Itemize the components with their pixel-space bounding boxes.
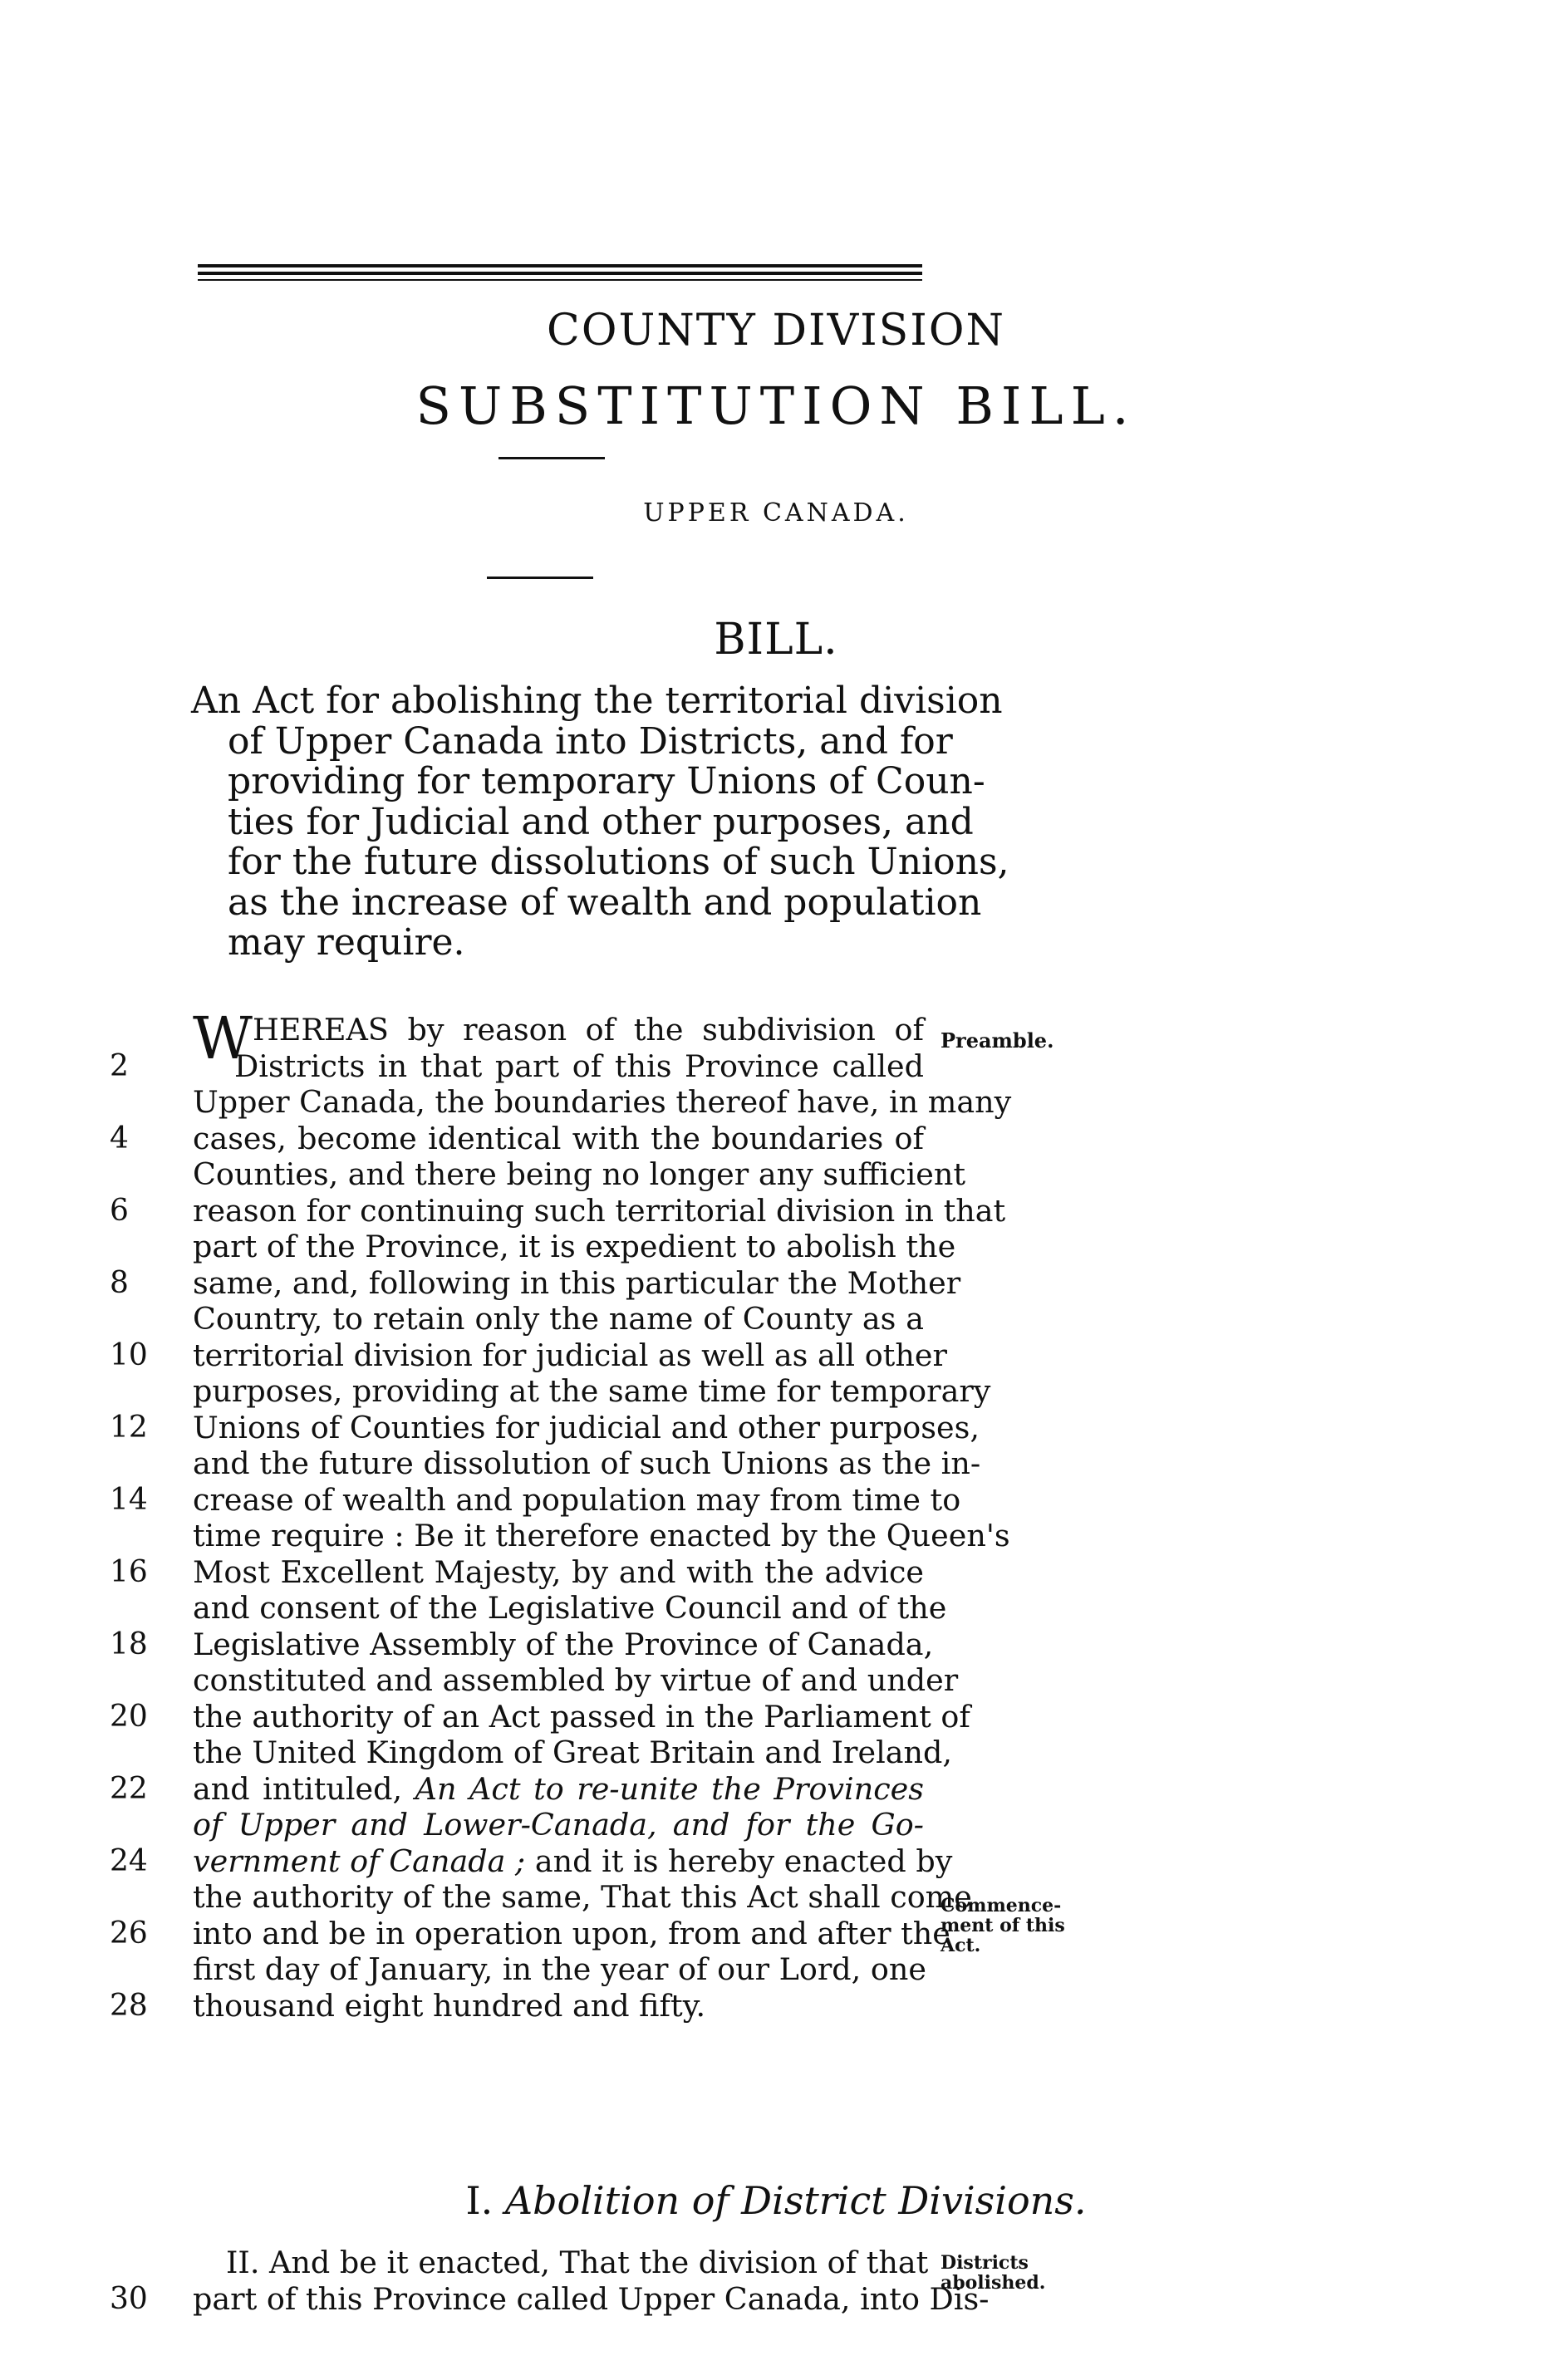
line-number: 10: [110, 1337, 148, 1372]
preamble-line: [193, 1807, 924, 1843]
margin-note-preamble: Preamble.: [941, 1028, 1054, 1053]
line-number: 4: [110, 1121, 129, 1156]
line-number: 30: [110, 2281, 148, 2316]
preamble-line: 20 the authority of an Act passed in the Parliament of: [110, 1698, 970, 1735]
preamble-line: 8 same, and, following in this particular the Mother: [110, 1264, 961, 1301]
drop-cap: W: [193, 1004, 253, 1072]
line-number: 2: [110, 1048, 129, 1083]
short-rule-1: [499, 457, 605, 459]
header-rule-top: [198, 264, 922, 267]
line-number: 16: [110, 1554, 148, 1589]
preamble-line: the authority of the same, That this Act shall come: [193, 1879, 972, 1915]
preamble-line: and the future dissolution of such Unions as the in-: [193, 1445, 981, 1481]
preamble-line: first day of January, in the year of our Lord, one: [193, 1951, 926, 1987]
line-number: 26: [110, 1916, 148, 1951]
header-rule-bottom: [198, 279, 922, 281]
line-number: 20: [110, 1699, 148, 1734]
line-number: 6: [110, 1193, 129, 1228]
preamble-line: 24 vernment of Canada ; and it is hereby enacted by: [110, 1843, 953, 1879]
header-rule-middle: [198, 272, 922, 275]
margin-note-commencement: Commence- ment of this Act.: [941, 1895, 1065, 1956]
header-county: COUNTY DIVISION: [547, 306, 1005, 356]
long-title-line: for the future dissolutions of such Unions,: [228, 841, 1009, 883]
preamble-line: 28 thousand eight hundred and fifty.: [110, 1987, 706, 2024]
preamble-line: 4 cases, become identical with the boundaries of: [110, 1120, 924, 1156]
preamble-line: 26 into and be in operation upon, from and after the: [110, 1915, 950, 1951]
long-title-line: may require.: [228, 921, 465, 964]
act-title-italic: vernment of Canada ;: [193, 1843, 526, 1879]
preamble-line: the United Kingdom of Great Britain and Ireland,: [193, 1735, 953, 1770]
preamble-line: Upper Canada, the boundaries thereof have, in many: [193, 1084, 1012, 1120]
act-title-italic: An Act to re-unite the Provinces: [415, 1770, 924, 1807]
section-heading: I. Abolition of District Divisions.: [465, 2178, 1087, 2223]
preamble-line: 12 Unions of Counties for judicial and other purposes,: [110, 1409, 980, 1445]
preamble-line: WHEREAS by reason of the subdivision of: [193, 1004, 924, 1072]
line-number: 8: [110, 1265, 129, 1300]
section-line: 30 part of this Province called Upper Canada, into Dis-: [110, 2280, 990, 2317]
long-title-line: An Act for abolishing the territorial division: [191, 680, 1003, 722]
preamble-line: 18 Legislative Assembly of the Province of Canada,: [110, 1626, 934, 1662]
preamble-line: 2 Districts in that part of this Province called: [110, 1048, 924, 1084]
header-title: SUBSTITUTION BILL.: [415, 375, 1137, 436]
preamble-line: and consent of the Legislative Council and of the: [193, 1590, 947, 1626]
preamble-line: 22 and intituled, An Act to re-unite the Provinces: [110, 1770, 924, 1807]
preamble-line: part of the Province, it is expedient to abolish the: [193, 1229, 956, 1264]
line-number: 24: [110, 1843, 148, 1878]
preamble-line: constituted and assembled by virtue of and under: [193, 1662, 959, 1698]
line-number: 28: [110, 1988, 148, 2023]
section-line: II. And be it enacted, That the division of that: [226, 2245, 929, 2280]
preamble-line: Counties, and there being no longer any sufficient: [193, 1156, 966, 1192]
short-rule-2: [487, 577, 593, 579]
long-title-line: providing for temporary Unions of Coun-: [228, 760, 985, 802]
preamble-line: time require : Be it therefore enacted by the Queen's: [193, 1518, 1010, 1553]
header-province: UPPER CANADA.: [643, 498, 909, 528]
preamble-line: Country, to retain only the name of County as a: [193, 1301, 924, 1337]
line-number: 12: [110, 1410, 148, 1445]
act-title-italic: of Upper and Lower-Canada, and for the Go-: [193, 1807, 924, 1843]
line-number: 18: [110, 1627, 148, 1661]
preamble-line: 10 territorial division for judicial as well as all other: [110, 1337, 947, 1373]
long-title: [191, 680, 1009, 964]
preamble-line: 14 crease of wealth and population may from time to: [110, 1481, 961, 1518]
header-bill: BILL.: [714, 615, 838, 665]
long-title-line: of Upper Canada into Districts, and for: [228, 719, 953, 763]
preamble-line: 16 Most Excellent Majesty, by and with the advice: [110, 1553, 924, 1590]
preamble-line: purposes, providing at the same time for temporary: [193, 1373, 991, 1409]
line-number: 22: [110, 1771, 148, 1806]
long-title-line: as the increase of wealth and population: [228, 881, 982, 924]
long-title-line: ties for Judicial and other purposes, and: [228, 800, 974, 843]
line-number: 14: [110, 1482, 148, 1517]
preamble-line: 6 reason for continuing such territorial division in that: [110, 1192, 1006, 1229]
section-two-text: [110, 2245, 990, 2317]
margin-note-districts: Districts abolished.: [941, 2252, 1046, 2294]
